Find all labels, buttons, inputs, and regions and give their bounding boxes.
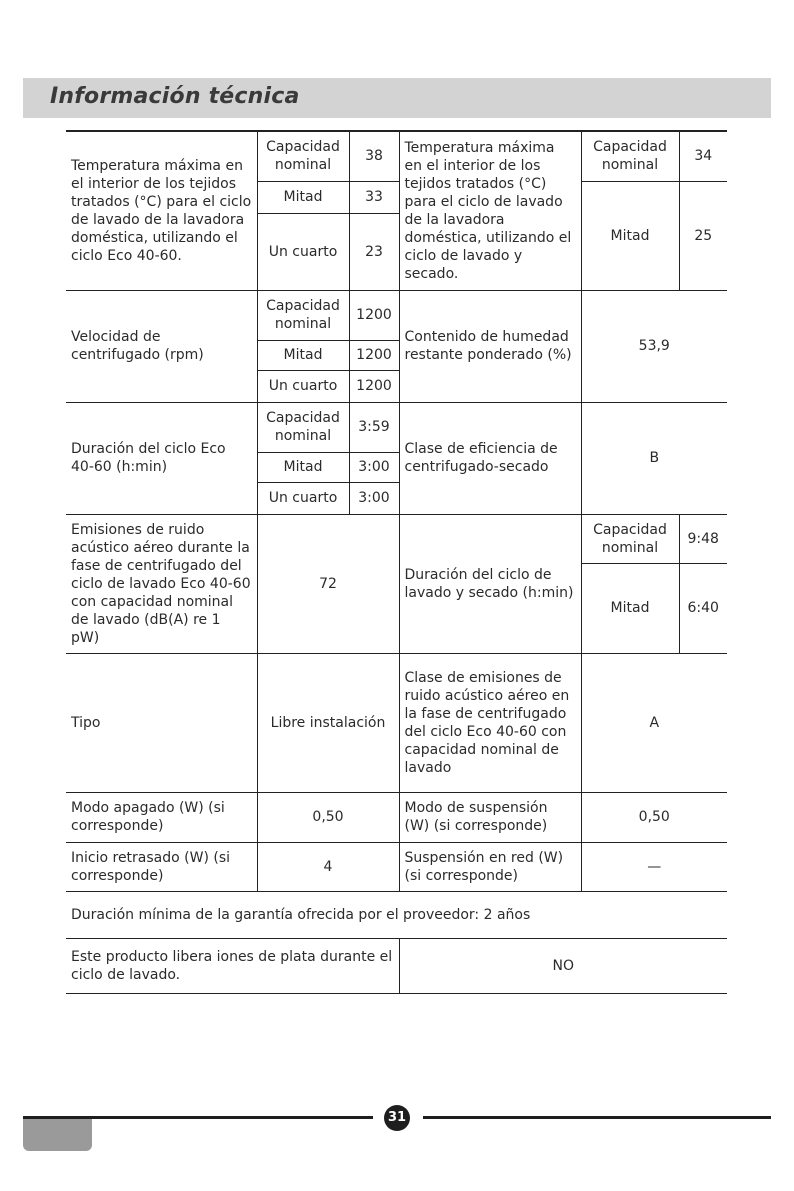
row-label: Modo apagado (W) (si corresponde): [66, 792, 257, 842]
row-label: Tipo: [66, 653, 257, 792]
row-label: Clase de emisiones de ruido acústico aéreo en la fase de centrifugado del ciclo Eco 40-60 con capacidad nominal de lavado: [399, 653, 581, 792]
load-label: Mitad: [581, 563, 679, 653]
value-cell: 53,9: [581, 290, 727, 402]
value-cell: 23: [349, 213, 399, 290]
row-label: Este producto libera iones de plata durante el ciclo de lavado.: [66, 938, 399, 993]
row-label: Velocidad de centrifugado (rpm): [66, 290, 257, 402]
value-cell: 3:00: [349, 482, 399, 514]
value-cell: 0,50: [581, 792, 727, 842]
value-cell: 1200: [349, 370, 399, 402]
value-cell: —: [581, 842, 727, 891]
value-cell: 72: [257, 514, 399, 653]
value-cell: 1200: [349, 290, 399, 340]
load-label: Mitad: [257, 452, 349, 482]
table-row: [66, 131, 727, 181]
row-label: Duración del ciclo de lavado y secado (h:min): [399, 514, 581, 653]
value-cell: 3:00: [349, 452, 399, 482]
technical-info-table: [66, 130, 727, 994]
load-label: Capacidad nominal: [257, 402, 349, 452]
value-cell: 6:40: [679, 563, 727, 653]
value-cell: 34: [679, 131, 727, 181]
row-label: Inicio retrasado (W) (si corresponde): [66, 842, 257, 891]
footer-rule-right: [423, 1116, 771, 1119]
table-row: [66, 842, 727, 891]
load-label: Un cuarto: [257, 213, 349, 290]
value-cell: 33: [349, 181, 399, 213]
footer-tab: [23, 1119, 92, 1151]
row-label: Duración del ciclo Eco 40-60 (h:min): [66, 402, 257, 514]
load-label: Un cuarto: [257, 370, 349, 402]
value-cell: 4: [257, 842, 399, 891]
table-row: [66, 891, 727, 938]
row-label: Clase de eficiencia de centrifugado-secado: [399, 402, 581, 514]
value-cell: Libre instalación: [257, 653, 399, 792]
page-number: 31: [384, 1105, 410, 1131]
load-label: Capacidad nominal: [581, 131, 679, 181]
value-cell: NO: [399, 938, 727, 993]
table-row: [66, 938, 727, 993]
value-cell: 0,50: [257, 792, 399, 842]
table-row: [66, 792, 727, 842]
table-row: [66, 514, 727, 563]
page-title: Información técnica: [50, 84, 300, 109]
value-cell: 3:59: [349, 402, 399, 452]
table-row: [66, 402, 727, 452]
table-row: [66, 290, 727, 340]
load-label: Mitad: [257, 181, 349, 213]
table-row: [66, 653, 727, 792]
value-cell: B: [581, 402, 727, 514]
warranty-text: Duración mínima de la garantía ofrecida por el proveedor: 2 años: [66, 891, 727, 938]
row-label: Suspensión en red (W) (si corresponde): [399, 842, 581, 891]
value-cell: A: [581, 653, 727, 792]
row-label: Modo de suspensión (W) (si corresponde): [399, 792, 581, 842]
row-label: Temperatura máxima en el interior de los tejidos tratados (°C) para el ciclo de lavado de la lavadora doméstica, utilizando el ciclo de lavado y secado.: [399, 131, 581, 290]
load-label: Capacidad nominal: [581, 514, 679, 563]
load-label: Un cuarto: [257, 482, 349, 514]
value-cell: 1200: [349, 340, 399, 370]
row-label: Contenido de humedad restante ponderado (%): [399, 290, 581, 402]
load-label: Capacidad nominal: [257, 290, 349, 340]
value-cell: 25: [679, 181, 727, 290]
value-cell: 38: [349, 131, 399, 181]
load-label: Capacidad nominal: [257, 131, 349, 181]
load-label: Mitad: [581, 181, 679, 290]
row-label: Temperatura máxima en el interior de los tejidos tratados (°C) para el ciclo de lavado de la lavadora doméstica, utilizando el ciclo Eco 40-60.: [66, 131, 257, 290]
row-label: Emisiones de ruido acústico aéreo durante la fase de centrifugado del ciclo de lavado Eco 40-60 con capacidad nominal de lavado (dB(A) re 1 pW): [66, 514, 257, 653]
load-label: Mitad: [257, 340, 349, 370]
value-cell: 9:48: [679, 514, 727, 563]
